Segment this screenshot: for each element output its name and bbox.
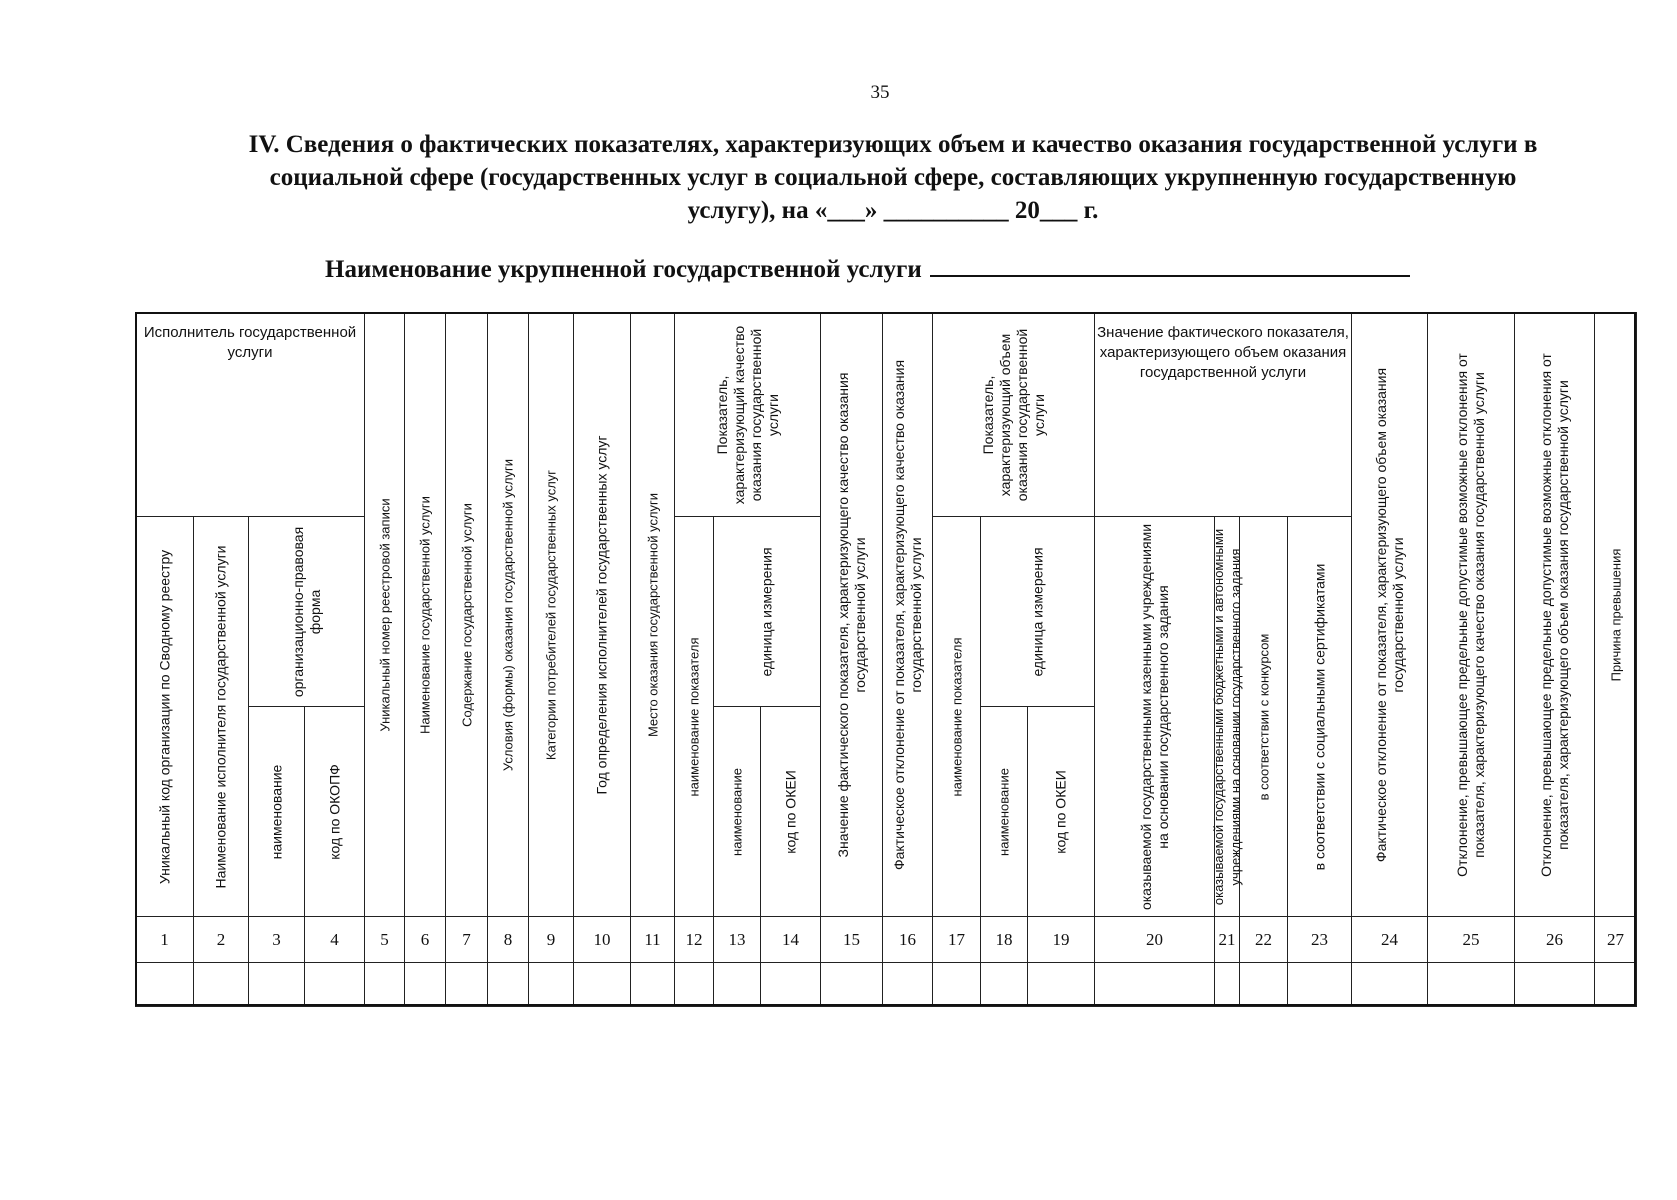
empty-data-cell-14 [760,962,821,1007]
column-number-1: 1 [135,916,194,963]
empty-data-cell-8 [487,962,529,1007]
column-header-5 [364,312,405,917]
column-header-13 [713,706,761,917]
empty-data-cell-19 [1027,962,1095,1007]
column-header-6-text: Наименование государственной услуги [417,495,433,734]
column-number-17: 17 [932,916,981,963]
column-number-10: 10 [573,916,631,963]
org-form-group-header-text: организационно-правовая форма [289,526,323,697]
column-number-9: 9 [528,916,574,963]
empty-data-cell-21 [1214,962,1240,1007]
column-header-17-text: наименование показателя [949,637,964,796]
column-header-10-text: Год определения исполнителей государственных услуг [593,435,610,794]
empty-data-cell-10 [573,962,631,1007]
column-header-15 [820,312,883,917]
executor-group-header: Исполнитель государственной услуги [135,312,365,517]
column-header-23 [1287,516,1352,917]
empty-data-cell-24 [1351,962,1428,1007]
empty-data-cell-22 [1239,962,1288,1007]
column-number-4: 4 [304,916,365,963]
column-header-15-text: Значение фактического показателя, характеризующего качество оказания государственной услуги [834,372,868,857]
column-header-1 [135,516,194,917]
column-number-2: 2 [193,916,249,963]
volume-unit-group-header [980,516,1095,707]
empty-data-cell-20 [1094,962,1215,1007]
column-number-6: 6 [404,916,446,963]
column-header-19 [1027,706,1095,917]
empty-data-cell-5 [364,962,405,1007]
column-header-18-text: наименование [996,767,1012,856]
column-header-20 [1094,516,1215,917]
column-header-12 [674,516,714,917]
column-header-20-text: оказываемой государственными казенными учреждениями на основании государственного задания [1137,523,1171,910]
column-number-21: 21 [1214,916,1240,963]
column-header-16-text: Фактическое отклонение от показателя, характеризующего качество оказания государственной услуги [890,359,924,870]
column-header-27-text: Причина превышения [1608,548,1623,681]
empty-data-cell-3 [248,962,305,1007]
column-header-5-text: Уникальный номер реестровой записи [377,497,392,732]
column-number-3: 3 [248,916,305,963]
empty-data-cell-17 [932,962,981,1007]
quality-unit-group-header [713,516,821,707]
column-number-25: 25 [1427,916,1515,963]
column-header-13-text: наименование [729,767,745,856]
empty-data-cell-23 [1287,962,1352,1007]
quality-unit-group-header-text: единица измерения [758,546,775,677]
column-number-12: 12 [674,916,714,963]
empty-data-cell-2 [193,962,249,1007]
column-number-18: 18 [980,916,1028,963]
empty-data-cell-13 [713,962,761,1007]
empty-data-cell-11 [630,962,675,1007]
volume-indicator-group-header [932,312,1095,517]
column-number-19: 19 [1027,916,1095,963]
column-header-24 [1351,312,1428,917]
column-header-8 [487,312,529,917]
column-header-25-text: Отклонение, превышающее предельные допустимые возможные отклонения от показателя, характеризующего качество оказания государственной услуги [1454,352,1487,877]
empty-data-cell-26 [1514,962,1595,1007]
quality-indicator-group-header-text: Показатель, характеризующий качество оказания государственной услуги [713,325,781,504]
column-number-8: 8 [487,916,529,963]
column-header-8-text: Условия (формы) оказания государственной услуги [500,458,516,771]
empty-data-cell-16 [882,962,933,1007]
page-number: 35 [870,82,890,103]
column-number-14: 14 [760,916,821,963]
column-header-23-text: в соответствии с социальными сертификатами [1311,563,1327,870]
empty-data-cell-15 [820,962,883,1007]
column-header-10 [573,312,631,917]
subtitle-text: Наименование укрупненной государственной услуги [325,256,922,283]
empty-data-cell-6 [404,962,446,1007]
column-header-18 [980,706,1028,917]
empty-data-cell-18 [980,962,1028,1007]
column-number-7: 7 [445,916,488,963]
column-number-26: 26 [1514,916,1595,963]
column-header-9 [528,312,574,917]
column-number-15: 15 [820,916,883,963]
column-header-26-text: Отклонение, превышающее предельные допустимые возможные отклонения от показателя, характеризующего объем оказания государственной услуги [1537,352,1571,877]
column-header-25 [1427,312,1515,917]
column-number-27: 27 [1594,916,1637,963]
volume-indicator-group-header-text: Показатель, характеризующий объем оказания государственной услуги [979,328,1047,501]
column-number-20: 20 [1094,916,1215,963]
column-header-11 [630,312,675,917]
column-number-24: 24 [1351,916,1428,963]
empty-data-cell-4 [304,962,365,1007]
column-header-1-text: Уникальный код организации по Сводному реестру [156,549,172,884]
column-header-12-text: наименование показателя [686,637,702,796]
column-number-22: 22 [1239,916,1288,963]
volume-value-group-header: Значение фактического показателя, характеризующего объем оказания государственной услуги [1094,312,1352,517]
column-header-22-text: в соответствии с конкурсом [1256,633,1271,800]
column-header-16 [882,312,933,917]
page-title: IV. Сведения о фактических показателях, характеризующих объем и качество оказания государственной услуги в социальной сфере (государственных услуг в социальной сфере, составляющих укрупненную государственную услугу), на «___» __________ 20___ г. [248,131,1538,224]
column-number-11: 11 [630,916,675,963]
column-header-3 [248,706,305,917]
column-number-5: 5 [364,916,405,963]
column-header-7-text: Содержание государственной услуги [459,502,474,727]
column-header-21 [1211,516,1243,917]
empty-data-cell-25 [1427,962,1515,1007]
column-header-6 [404,312,446,917]
column-header-7 [445,312,488,917]
empty-data-cell-9 [528,962,574,1007]
empty-data-cell-7 [445,962,488,1007]
empty-data-cell-27 [1594,962,1637,1007]
column-header-19-text: код по ОКЕИ [1052,769,1069,854]
column-header-2-text: Наименование исполнителя государственной услуги [212,545,229,888]
column-header-4-text: код по ОКОПФ [326,763,342,860]
org-form-group-header [248,516,365,707]
column-header-2 [193,516,249,917]
column-header-24-text: Фактическое отклонение от показателя, характеризующего объем оказания государственной услуги [1372,367,1406,862]
column-number-13: 13 [713,916,761,963]
empty-data-cell-12 [674,962,714,1007]
column-header-14 [760,706,821,917]
column-number-23: 23 [1287,916,1352,963]
column-header-22 [1239,516,1288,917]
column-header-3-text: наименование [268,764,284,859]
column-header-26 [1514,312,1595,917]
column-header-9-text: Категории потребителей государственных услуг [543,469,559,760]
column-header-14-text: код по ОКЕИ [782,769,798,854]
column-number-16: 16 [882,916,933,963]
column-header-27 [1594,312,1637,917]
column-header-4 [304,706,365,917]
column-header-17 [932,516,981,917]
empty-data-cell-1 [135,962,194,1007]
quality-indicator-group-header [674,312,821,517]
volume-unit-group-header-text: единица измерения [1029,546,1045,677]
column-header-11-text: Место оказания государственной услуги [645,492,660,737]
column-header-21-text: оказываемой государственными бюджетными и автономными учреждениями на основании государственного задания [1211,528,1243,905]
